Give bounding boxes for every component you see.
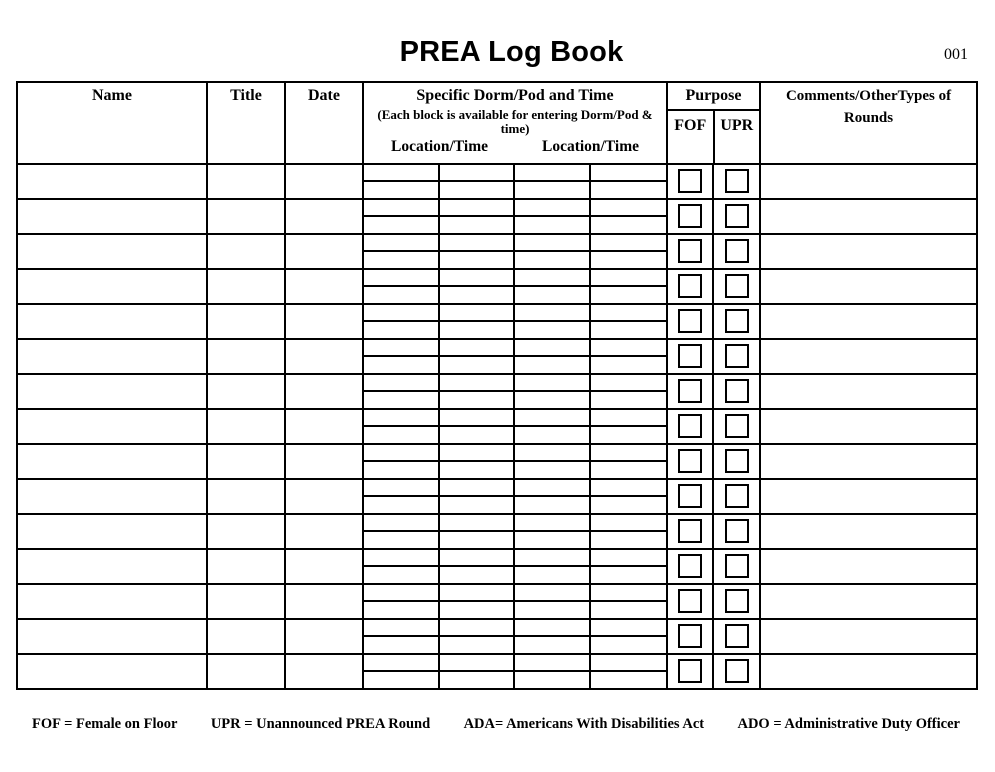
upr-checkbox[interactable] bbox=[725, 204, 749, 228]
dorm-header-title: Specific Dorm/Pod and Time bbox=[416, 87, 614, 104]
comments-cell[interactable] bbox=[760, 199, 977, 234]
name-cell[interactable] bbox=[17, 374, 207, 409]
purpose-header bbox=[667, 82, 760, 164]
log-row bbox=[17, 514, 977, 549]
name-cell[interactable] bbox=[17, 199, 207, 234]
fof-checkbox[interactable] bbox=[678, 344, 702, 368]
dorm-cell bbox=[363, 304, 667, 339]
dorm-time-block[interactable] bbox=[591, 462, 667, 479]
dorm-time-block[interactable] bbox=[515, 287, 591, 304]
dorm-time-block[interactable] bbox=[440, 462, 516, 479]
dorm-time-block[interactable] bbox=[364, 445, 440, 462]
dorm-time-block[interactable] bbox=[440, 217, 516, 234]
fof-checkbox[interactable] bbox=[678, 519, 702, 543]
legend-upr: UPR = Unannounced PREA Round bbox=[210, 716, 431, 732]
dorm-time-block[interactable] bbox=[440, 567, 516, 584]
fof-checkbox[interactable] bbox=[678, 589, 702, 613]
dorm-time-block[interactable] bbox=[440, 200, 516, 217]
upr-checkbox[interactable] bbox=[725, 519, 749, 543]
log-row bbox=[17, 304, 977, 339]
dorm-time-block[interactable] bbox=[440, 270, 516, 287]
date-cell[interactable] bbox=[285, 374, 363, 409]
dorm-time-block[interactable] bbox=[364, 235, 440, 252]
dorm-cell bbox=[363, 269, 667, 304]
dorm-time-block[interactable] bbox=[591, 200, 667, 217]
dorm-time-block[interactable] bbox=[364, 567, 440, 584]
log-row bbox=[17, 374, 977, 409]
comments-cell[interactable] bbox=[760, 339, 977, 374]
fof-cell bbox=[667, 339, 713, 374]
name-cell[interactable] bbox=[17, 584, 207, 619]
dorm-time-block[interactable] bbox=[515, 252, 591, 269]
title-cell[interactable] bbox=[207, 339, 285, 374]
form-number: 001 bbox=[944, 46, 968, 63]
dorm-cell bbox=[363, 479, 667, 514]
comments-cell[interactable] bbox=[760, 619, 977, 654]
dorm-time-block[interactable] bbox=[440, 322, 516, 339]
date-cell[interactable] bbox=[285, 234, 363, 269]
dorm-time-block[interactable] bbox=[515, 340, 591, 357]
log-row bbox=[17, 164, 977, 199]
dorm-time-block[interactable] bbox=[440, 550, 516, 567]
date-cell[interactable] bbox=[285, 339, 363, 374]
dorm-time-block[interactable] bbox=[440, 182, 516, 199]
upr-cell bbox=[713, 199, 760, 234]
header-row bbox=[17, 82, 977, 164]
log-row bbox=[17, 234, 977, 269]
log-row bbox=[17, 409, 977, 444]
dorm-cell bbox=[363, 619, 667, 654]
dorm-time-block[interactable] bbox=[440, 585, 516, 602]
purpose-header-title: Purpose bbox=[668, 83, 759, 111]
upr-checkbox[interactable] bbox=[725, 589, 749, 613]
dorm-time-block[interactable] bbox=[591, 672, 667, 689]
dorm-time-block[interactable] bbox=[515, 602, 591, 619]
upr-cell bbox=[713, 234, 760, 269]
dorm-time-block[interactable] bbox=[440, 287, 516, 304]
upr-checkbox[interactable] bbox=[725, 484, 749, 508]
dorm-cell bbox=[363, 514, 667, 549]
dorm-time-block[interactable] bbox=[364, 340, 440, 357]
dorm-time-block[interactable] bbox=[364, 357, 440, 374]
dorm-time-block[interactable] bbox=[515, 322, 591, 339]
name-cell[interactable] bbox=[17, 479, 207, 514]
fof-checkbox[interactable] bbox=[678, 554, 702, 578]
dorm-time-block[interactable] bbox=[591, 182, 667, 199]
dorm-header-note: (Each block is available for entering Dorm/Pod & time) bbox=[377, 107, 653, 136]
dorm-time-block[interactable] bbox=[515, 497, 591, 514]
dorm-time-block[interactable] bbox=[591, 217, 667, 234]
dorm-time-block[interactable] bbox=[364, 655, 440, 672]
dorm-time-block[interactable] bbox=[515, 462, 591, 479]
comments-cell[interactable] bbox=[760, 654, 977, 689]
name-header: Name bbox=[17, 82, 207, 164]
fof-cell bbox=[667, 514, 713, 549]
dorm-time-block[interactable] bbox=[515, 550, 591, 567]
dorm-time-block[interactable] bbox=[515, 235, 591, 252]
dorm-time-block[interactable] bbox=[440, 445, 516, 462]
dorm-time-block[interactable] bbox=[440, 165, 516, 182]
fof-checkbox[interactable] bbox=[678, 239, 702, 263]
upr-checkbox[interactable] bbox=[725, 239, 749, 263]
date-cell[interactable] bbox=[285, 584, 363, 619]
dorm-time-block[interactable] bbox=[364, 252, 440, 269]
dorm-time-block[interactable] bbox=[364, 217, 440, 234]
dorm-time-block[interactable] bbox=[440, 427, 516, 444]
fof-checkbox[interactable] bbox=[678, 169, 702, 193]
date-cell[interactable] bbox=[285, 164, 363, 199]
fof-checkbox[interactable] bbox=[678, 379, 702, 403]
dorm-time-block[interactable] bbox=[440, 637, 516, 654]
dorm-time-block[interactable] bbox=[440, 480, 516, 497]
fof-checkbox[interactable] bbox=[678, 659, 702, 683]
dorm-cell bbox=[363, 549, 667, 584]
name-cell[interactable] bbox=[17, 339, 207, 374]
upr-checkbox[interactable] bbox=[725, 624, 749, 648]
upr-cell bbox=[713, 444, 760, 479]
dorm-time-block[interactable] bbox=[440, 235, 516, 252]
title-cell[interactable] bbox=[207, 479, 285, 514]
dorm-time-block[interactable] bbox=[591, 585, 667, 602]
dorm-time-block[interactable] bbox=[440, 655, 516, 672]
dorm-time-block[interactable] bbox=[364, 480, 440, 497]
upr-checkbox[interactable] bbox=[725, 414, 749, 438]
dorm-time-block[interactable] bbox=[591, 637, 667, 654]
comments-cell[interactable] bbox=[760, 304, 977, 339]
title-cell[interactable] bbox=[207, 619, 285, 654]
dorm-time-block[interactable] bbox=[440, 532, 516, 549]
name-cell[interactable] bbox=[17, 234, 207, 269]
upr-cell bbox=[713, 269, 760, 304]
title-cell[interactable] bbox=[207, 514, 285, 549]
dorm-time-block[interactable] bbox=[364, 515, 440, 532]
upr-cell bbox=[713, 549, 760, 584]
date-cell[interactable] bbox=[285, 549, 363, 584]
comments-cell[interactable] bbox=[760, 234, 977, 269]
dorm-time-block[interactable] bbox=[515, 480, 591, 497]
log-body bbox=[17, 164, 977, 689]
dorm-time-block[interactable] bbox=[440, 375, 516, 392]
dorm-time-block[interactable] bbox=[591, 427, 667, 444]
title-cell[interactable] bbox=[207, 549, 285, 584]
title-cell[interactable] bbox=[207, 409, 285, 444]
dorm-time-block[interactable] bbox=[515, 217, 591, 234]
dorm-time-block[interactable] bbox=[515, 427, 591, 444]
upr-checkbox[interactable] bbox=[725, 274, 749, 298]
dorm-time-block[interactable] bbox=[364, 182, 440, 199]
dorm-time-block[interactable] bbox=[364, 270, 440, 287]
name-cell[interactable] bbox=[17, 444, 207, 479]
dorm-time-block[interactable] bbox=[364, 165, 440, 182]
upr-cell bbox=[713, 339, 760, 374]
dorm-time-block[interactable] bbox=[515, 392, 591, 409]
name-cell[interactable] bbox=[17, 164, 207, 199]
date-cell[interactable] bbox=[285, 619, 363, 654]
comments-cell[interactable] bbox=[760, 444, 977, 479]
upr-cell bbox=[713, 164, 760, 199]
dorm-time-block[interactable] bbox=[364, 200, 440, 217]
dorm-time-block[interactable] bbox=[364, 550, 440, 567]
dorm-time-block[interactable] bbox=[364, 637, 440, 654]
upr-checkbox[interactable] bbox=[725, 344, 749, 368]
upr-cell bbox=[713, 409, 760, 444]
dorm-time-block[interactable] bbox=[364, 462, 440, 479]
upr-cell bbox=[713, 584, 760, 619]
log-row bbox=[17, 584, 977, 619]
dorm-time-block[interactable] bbox=[515, 165, 591, 182]
upr-cell bbox=[713, 374, 760, 409]
comments-cell[interactable] bbox=[760, 479, 977, 514]
dorm-time-block[interactable] bbox=[591, 165, 667, 182]
dorm-time-block[interactable] bbox=[364, 322, 440, 339]
dorm-time-block[interactable] bbox=[591, 532, 667, 549]
title-header: Title bbox=[207, 82, 285, 164]
upr-cell bbox=[713, 619, 760, 654]
upr-checkbox[interactable] bbox=[725, 309, 749, 333]
date-cell[interactable] bbox=[285, 514, 363, 549]
title-cell[interactable] bbox=[207, 654, 285, 689]
name-cell[interactable] bbox=[17, 269, 207, 304]
dorm-time-block[interactable] bbox=[515, 445, 591, 462]
dorm-time-block[interactable] bbox=[364, 497, 440, 514]
date-cell[interactable] bbox=[285, 269, 363, 304]
title-cell[interactable] bbox=[207, 304, 285, 339]
comments-cell[interactable] bbox=[760, 549, 977, 584]
title-cell[interactable] bbox=[207, 444, 285, 479]
upr-checkbox[interactable] bbox=[725, 169, 749, 193]
dorm-time-block[interactable] bbox=[515, 375, 591, 392]
dorm-time-block[interactable] bbox=[515, 532, 591, 549]
comments-header: Comments/OtherTypes of Rounds bbox=[760, 82, 977, 164]
location-time-label: Location/Time bbox=[541, 138, 640, 155]
date-header: Date bbox=[285, 82, 363, 164]
upr-checkbox[interactable] bbox=[725, 379, 749, 403]
upr-checkbox[interactable] bbox=[725, 659, 749, 683]
dorm-time-block[interactable] bbox=[591, 270, 667, 287]
dorm-time-block[interactable] bbox=[515, 410, 591, 427]
comments-cell[interactable] bbox=[760, 409, 977, 444]
name-cell[interactable] bbox=[17, 549, 207, 584]
comments-cell[interactable] bbox=[760, 514, 977, 549]
dorm-time-block[interactable] bbox=[515, 357, 591, 374]
title-cell[interactable] bbox=[207, 164, 285, 199]
fof-cell bbox=[667, 584, 713, 619]
fof-cell bbox=[667, 234, 713, 269]
log-row bbox=[17, 199, 977, 234]
upr-header: UPR bbox=[720, 117, 754, 134]
dorm-time-block[interactable] bbox=[591, 340, 667, 357]
fof-cell bbox=[667, 164, 713, 199]
fof-cell bbox=[667, 654, 713, 689]
fof-cell bbox=[667, 444, 713, 479]
dorm-cell bbox=[363, 444, 667, 479]
dorm-header bbox=[363, 82, 667, 164]
comments-cell[interactable] bbox=[760, 374, 977, 409]
log-table bbox=[16, 81, 978, 690]
dorm-time-block[interactable] bbox=[440, 672, 516, 689]
upr-cell bbox=[713, 514, 760, 549]
comments-cell[interactable] bbox=[760, 269, 977, 304]
upr-cell bbox=[713, 654, 760, 689]
dorm-time-block[interactable] bbox=[364, 585, 440, 602]
dorm-cell bbox=[363, 584, 667, 619]
title-cell[interactable] bbox=[207, 199, 285, 234]
dorm-time-block[interactable] bbox=[440, 410, 516, 427]
dorm-cell bbox=[363, 409, 667, 444]
date-cell[interactable] bbox=[285, 304, 363, 339]
date-cell[interactable] bbox=[285, 199, 363, 234]
dorm-time-block[interactable] bbox=[364, 410, 440, 427]
dorm-time-block[interactable] bbox=[591, 252, 667, 269]
date-cell[interactable] bbox=[285, 409, 363, 444]
dorm-time-block[interactable] bbox=[515, 182, 591, 199]
title-cell[interactable] bbox=[207, 584, 285, 619]
dorm-time-block[interactable] bbox=[515, 567, 591, 584]
dorm-time-block[interactable] bbox=[515, 270, 591, 287]
date-cell[interactable] bbox=[285, 654, 363, 689]
log-row bbox=[17, 619, 977, 654]
log-row bbox=[17, 654, 977, 689]
dorm-time-block[interactable] bbox=[440, 357, 516, 374]
log-row bbox=[17, 339, 977, 374]
dorm-time-block[interactable] bbox=[591, 655, 667, 672]
date-cell[interactable] bbox=[285, 479, 363, 514]
dorm-time-block[interactable] bbox=[440, 340, 516, 357]
name-cell[interactable] bbox=[17, 619, 207, 654]
dorm-cell bbox=[363, 234, 667, 269]
name-cell[interactable] bbox=[17, 304, 207, 339]
location-time-label: Location/Time bbox=[390, 138, 489, 155]
fof-checkbox[interactable] bbox=[678, 414, 702, 438]
log-row bbox=[17, 444, 977, 479]
dorm-time-block[interactable] bbox=[515, 305, 591, 322]
fof-cell bbox=[667, 199, 713, 234]
fof-header: FOF bbox=[668, 111, 715, 163]
legend-fof: FOF = Female on Floor bbox=[32, 716, 178, 732]
fof-checkbox[interactable] bbox=[678, 484, 702, 508]
legend-ada: ADA= Americans With Disabilities Act bbox=[463, 716, 705, 732]
dorm-cell bbox=[363, 164, 667, 199]
dorm-time-block[interactable] bbox=[440, 515, 516, 532]
dorm-time-block[interactable] bbox=[591, 322, 667, 339]
dorm-time-block[interactable] bbox=[515, 515, 591, 532]
title-cell[interactable] bbox=[207, 269, 285, 304]
dorm-time-block[interactable] bbox=[591, 357, 667, 374]
dorm-time-block[interactable] bbox=[440, 305, 516, 322]
dorm-time-block[interactable] bbox=[591, 410, 667, 427]
dorm-time-block[interactable] bbox=[591, 515, 667, 532]
title-cell[interactable] bbox=[207, 234, 285, 269]
log-row bbox=[17, 269, 977, 304]
dorm-time-block[interactable] bbox=[364, 672, 440, 689]
fof-cell bbox=[667, 549, 713, 584]
dorm-time-block[interactable] bbox=[364, 602, 440, 619]
dorm-time-block[interactable] bbox=[591, 620, 667, 637]
dorm-time-block[interactable] bbox=[591, 602, 667, 619]
dorm-time-block[interactable] bbox=[515, 672, 591, 689]
fof-checkbox[interactable] bbox=[678, 309, 702, 333]
dorm-time-block[interactable] bbox=[591, 287, 667, 304]
dorm-time-block[interactable] bbox=[364, 375, 440, 392]
dorm-time-block[interactable] bbox=[440, 392, 516, 409]
dorm-time-block[interactable] bbox=[440, 497, 516, 514]
legend-ado: ADO = Administrative Duty Officer bbox=[737, 716, 960, 732]
upr-cell bbox=[713, 304, 760, 339]
fof-cell bbox=[667, 304, 713, 339]
fof-checkbox[interactable] bbox=[678, 449, 702, 473]
dorm-time-block[interactable] bbox=[364, 427, 440, 444]
dorm-time-block[interactable] bbox=[440, 620, 516, 637]
dorm-time-block[interactable] bbox=[591, 497, 667, 514]
log-row bbox=[17, 549, 977, 584]
dorm-time-block[interactable] bbox=[440, 252, 516, 269]
upr-cell bbox=[713, 479, 760, 514]
dorm-cell bbox=[363, 374, 667, 409]
dorm-time-block[interactable] bbox=[591, 235, 667, 252]
dorm-cell bbox=[363, 654, 667, 689]
upr-checkbox[interactable] bbox=[725, 554, 749, 578]
dorm-time-block[interactable] bbox=[591, 375, 667, 392]
page-title: PREA Log Book bbox=[399, 36, 624, 68]
dorm-time-block[interactable] bbox=[364, 287, 440, 304]
dorm-time-block[interactable] bbox=[591, 480, 667, 497]
dorm-time-block[interactable] bbox=[591, 445, 667, 462]
legend bbox=[16, 716, 976, 733]
title-cell[interactable] bbox=[207, 374, 285, 409]
dorm-time-block[interactable] bbox=[364, 532, 440, 549]
dorm-time-block[interactable] bbox=[440, 602, 516, 619]
dorm-time-block[interactable] bbox=[591, 550, 667, 567]
fof-checkbox[interactable] bbox=[678, 624, 702, 648]
comments-cell[interactable] bbox=[760, 584, 977, 619]
fof-cell bbox=[667, 409, 713, 444]
dorm-time-block[interactable] bbox=[364, 620, 440, 637]
dorm-cell bbox=[363, 199, 667, 234]
dorm-time-block[interactable] bbox=[515, 200, 591, 217]
fof-cell bbox=[667, 619, 713, 654]
dorm-time-block[interactable] bbox=[591, 392, 667, 409]
dorm-time-block[interactable] bbox=[515, 655, 591, 672]
name-cell[interactable] bbox=[17, 409, 207, 444]
dorm-time-block[interactable] bbox=[591, 567, 667, 584]
dorm-time-block[interactable] bbox=[591, 305, 667, 322]
dorm-time-block[interactable] bbox=[364, 392, 440, 409]
log-row bbox=[17, 479, 977, 514]
comments-cell[interactable] bbox=[760, 164, 977, 199]
name-cell[interactable] bbox=[17, 654, 207, 689]
fof-checkbox[interactable] bbox=[678, 204, 702, 228]
fof-checkbox[interactable] bbox=[678, 274, 702, 298]
fof-cell bbox=[667, 479, 713, 514]
dorm-time-block[interactable] bbox=[515, 620, 591, 637]
dorm-time-block[interactable] bbox=[515, 637, 591, 654]
dorm-cell bbox=[363, 339, 667, 374]
fof-cell bbox=[667, 269, 713, 304]
date-cell[interactable] bbox=[285, 444, 363, 479]
dorm-time-block[interactable] bbox=[515, 585, 591, 602]
name-cell[interactable] bbox=[17, 514, 207, 549]
fof-cell bbox=[667, 374, 713, 409]
upr-checkbox[interactable] bbox=[725, 449, 749, 473]
dorm-time-block[interactable] bbox=[364, 305, 440, 322]
